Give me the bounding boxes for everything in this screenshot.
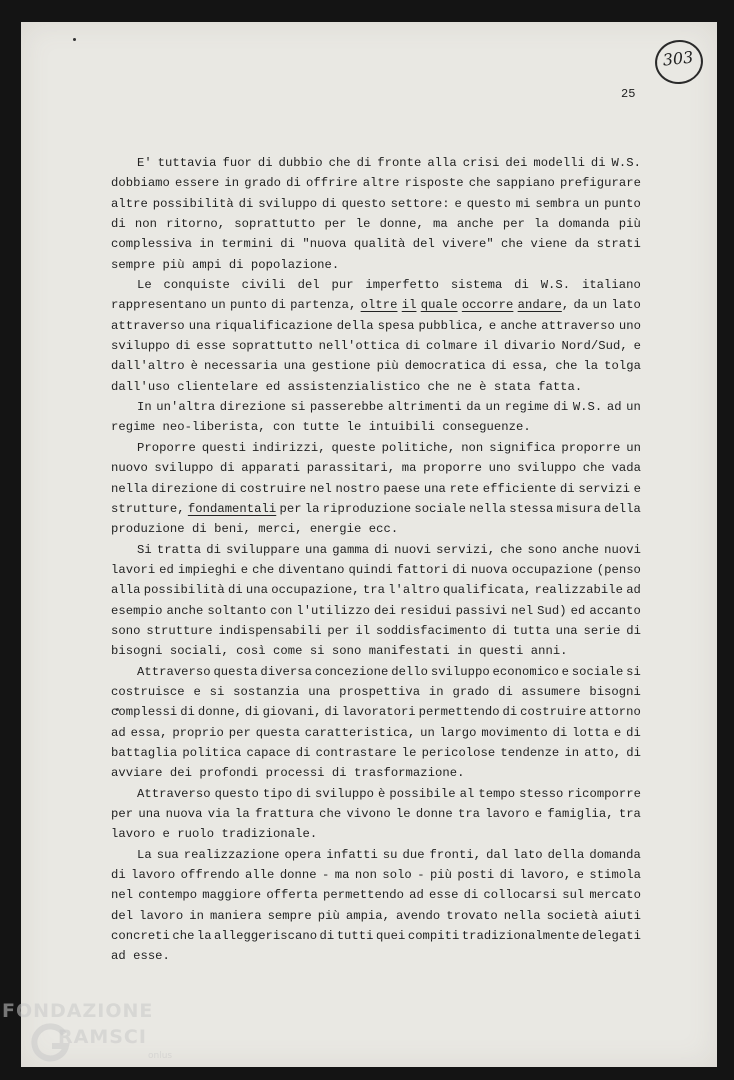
text-line: altre possibilità di sviluppo di questo settore: e questo mi sembra un punto [111,196,641,211]
text-line: produzione di beni, merci, energie ecc. [111,522,399,537]
text-line: concreti che la alleggeriscano di tutti quei compiti tradizionalmente delegati [111,929,641,944]
text-line: In un'altra direzione si passerebbe altrimenti da un regime di W.S. ad un [137,400,641,415]
watermark-suffix: onlus [148,1051,173,1061]
text-line: costruisce e si sostanzia una prospettiva in grado di assumere bisogni [111,684,641,699]
text-line: esempio anche soltanto con l'utilizzo dei residui passivi nel Sud) ed accanto [111,603,641,618]
text-line: bisogni sociali, così come si sono manifestati in questi anni. [111,644,568,659]
folio-number: 303 [661,47,695,70]
text-line: lavoro e ruolo tradizionale. [111,827,318,842]
document-body [111,153,641,967]
text-line: nella direzione di costruire nel nostro paese una rete efficiente di servizi e [111,481,641,496]
text-line: rappresentano un punto di partenza, oltre il quale occorre andare, da un lato [111,298,641,313]
text-line: Si tratta di sviluppare una gamma di nuovi servizi, che sono anche nuovi [137,542,641,557]
text-line: dobbiamo essere in grado di offrire altre risposte che sappiano prefigurare [111,176,641,191]
text-line: E' tuttavia fuor di dubbio che di fronte alla crisi dei modelli di W.S. [137,156,641,170]
text-line: ad essa, proprio per questa caratteristica, un largo movimento di lotta e di [111,725,641,740]
text-line: di non ritorno, soprattutto per le donne, ma anche per la domanda più [111,217,641,232]
text-line: dall'altro è necessaria una gestione più democratica di essa, che la tolga [111,359,641,374]
text-line: battaglia politica capace di contrastare le pericolose tendenze in atto, di [111,745,641,760]
text-line: nel contempo maggiore offerta permettendo ad esse di collocarsi sul mercato [111,888,641,903]
text-line: Proporre questi indirizzi, queste politiche, non significa proporre un [137,440,641,455]
text-line: Attraverso questa diversa concezione dello sviluppo economico e sociale si [137,664,641,679]
text-line: nuovo sviluppo di apparati parassitari, ma proporre uno sviluppo che vada [111,461,641,476]
stray-mark [73,38,76,41]
text-line: lavori ed impieghi e che diventano quindi fattori di nuova occupazione (penso [111,562,641,577]
text-line: Attraverso questo tipo di sviluppo è possibile al tempo stesso ricomporre [137,786,641,801]
text-line: Le conquiste civili del pur imperfetto sistema di W.S. italiano [137,278,641,293]
text-line: di lavoro offrendo alle donne - ma non solo - più posti di lavoro, e stimola [111,868,641,883]
watermark-line2: RAMSCI [58,1026,147,1048]
text-line: La sua realizzazione opera infatti su due fronti, dal lato della domanda [137,847,641,862]
text-line: alla possibilità di una occupazione, tra l'altro qualificata, realizzabile ad [111,583,641,598]
text-line: sempre più ampi di popolazione. [111,257,340,272]
text-line: sono strutture indispensabili per il soddisfacimento di tutta una serie di [111,623,641,638]
text-line: dall'uso clientelare ed assistenzialistico che ne è stata fatta. [111,379,583,394]
page-number: 25 [621,87,636,101]
watermark-line1: FONDAZIONE [2,1000,154,1022]
text-line: del lavoro in maniera sempre più ampia, avendo trovato nella società aiuti [111,908,641,923]
text-line: ad esse. [111,949,170,964]
text-line: regime neo-liberista, con tutte le intuibili conseguenze. [111,420,531,435]
text-line: avviare dei profondi processi di trasformazione. [111,766,465,781]
text-line: complessiva in termini di "nuova qualità del vivere" che viene da strati [111,237,641,252]
text-line: sviluppo di esse soprattutto nell'ottica di colmare il divario Nord/Sud, e [111,339,641,354]
text-line: strutture, fondamentali per la riproduzione sociale nella stessa misura della [111,501,641,516]
text-line: per una nuova via la frattura che vivono le donne tra lavoro e famiglia, tra [111,807,641,821]
text-line: complessi di donne, di giovani, di lavoratori permettendo di costruire attorno [111,705,641,720]
text-line: attraverso una riqualificazione della spesa pubblica, e anche attraverso uno [111,318,641,333]
